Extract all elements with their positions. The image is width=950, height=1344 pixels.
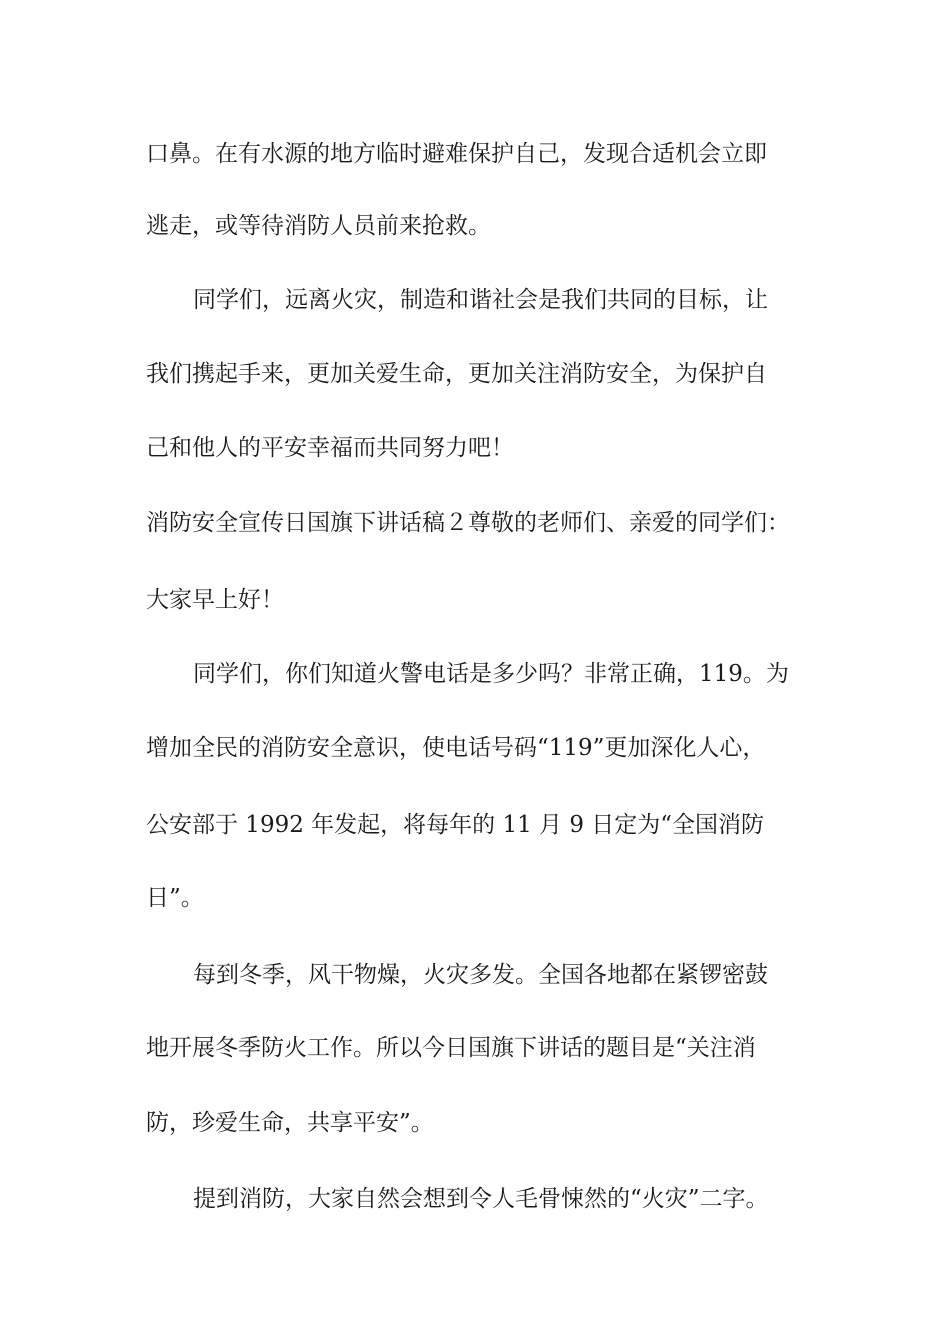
text-line: 日”。 [146,885,204,911]
text-line: 公安部于 1992 年发起，将每年的 11 月 9 日定为“全国消防 [146,812,765,838]
paragraph-first-line: 同学们，你们知道火警电话是多少吗？非常正确，119。为 [193,661,789,687]
text-line: 己和他人的平安幸福而共同努力吧！ [146,435,514,461]
paragraph-first-line: 每到冬季，风干物燥，火灾多发。全国各地都在紧锣密鼓 [193,962,768,988]
paragraph-first-line: 同学们，远离火灾，制造和谐社会是我们共同的目标，让 [193,287,768,313]
text-line: 地开展冬季防火工作。所以今日国旗下讲话的题目是“关注消 [146,1035,756,1061]
paragraph-first-line: 提到消防，大家自然会想到令人毛骨悚然的“火灾”二字。 [193,1186,769,1212]
text-line: 我们携起手来，更加关爱生命，更加关注消防安全，为保护自 [146,361,767,387]
text-line: 逃走，或等待消防人员前来抢救。 [146,213,491,239]
text-line: 防，珍爱生命，共享平安”。 [146,1110,434,1136]
text-line: 增加全民的消防安全意识，使电话号码“119”更加深化人心， [146,735,766,761]
text-line: 口鼻。在有水源的地方临时避难保护自己，发现合适机会立即 [146,141,767,167]
greeting-line: 大家早上好！ [146,587,284,613]
speech-title-line: 消防安全宣传日国旗下讲话稿２尊敬的老师们、亲爱的同学们： [146,510,790,536]
